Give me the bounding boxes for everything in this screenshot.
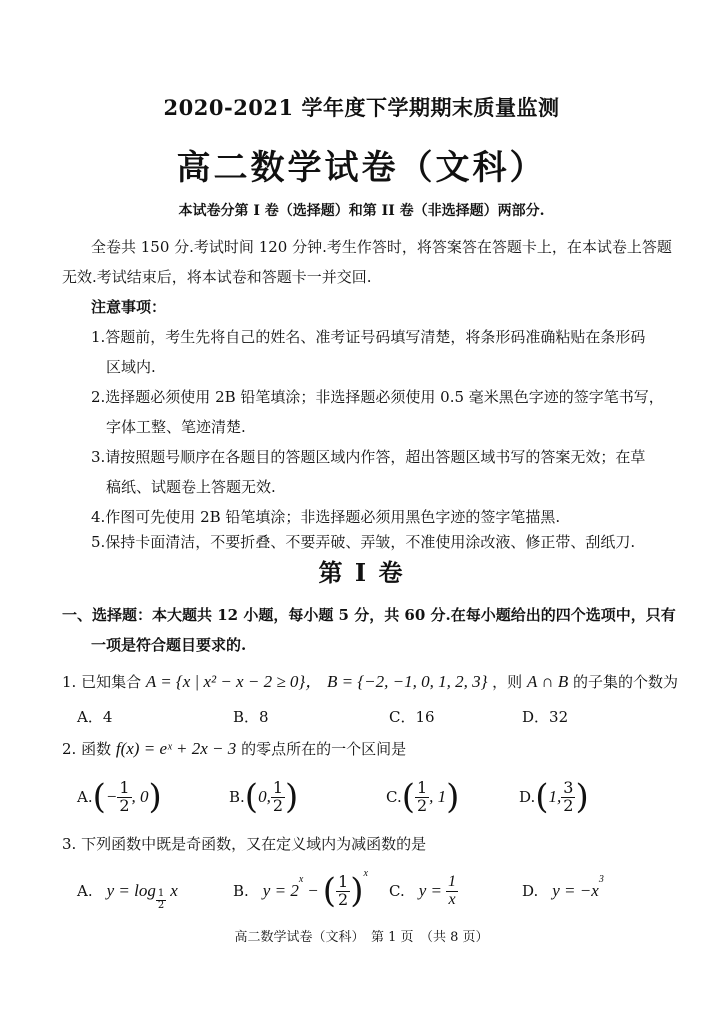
- q1-suffix: 的子集的个数为: [573, 673, 679, 691]
- note-3-line-2: 稿纸、试题卷上答题无效.: [106, 478, 276, 496]
- question-3: 3. 下列函数中既是奇函数，又在定义域内为减函数的是: [62, 835, 427, 853]
- q2-d-den: 2: [563, 795, 574, 815]
- right-paren-icon: ): [285, 777, 299, 817]
- intro-line-1: 全卷共 150 分.考试时间 120 分钟.考生作答时，将答案答在答题卡上，在本试卷上答题: [91, 238, 672, 256]
- q2-b-fraction: [271, 777, 285, 815]
- q2-option-c: [386, 772, 459, 822]
- q1-prefix: 1. 已知集合: [62, 673, 142, 691]
- q3-option-c-label: C.: [389, 882, 405, 900]
- q3-c-den: x: [448, 890, 456, 908]
- q3-option-b-label: B.: [233, 882, 249, 900]
- composition-note: 本试卷分第 I 卷（选择题）和第 II 卷（非选择题）两部分.: [178, 203, 545, 219]
- q3-a-base-den: 2: [157, 899, 165, 911]
- left-paren-icon: (: [401, 777, 415, 817]
- q2-option-c-label: C.: [386, 788, 402, 806]
- q2-c-rest: , 1: [429, 787, 447, 806]
- question-2: [62, 738, 406, 759]
- left-paren-icon: (: [92, 777, 106, 817]
- q3-b-exp: x: [298, 874, 304, 885]
- note-1-line-1: 1.答题前，考生先将自己的姓名、准考证号码填写清楚，将条形码准确粘贴在条形码: [91, 328, 646, 346]
- q3-a-base: [156, 889, 166, 911]
- section-instruction-line-2: 一项是符合题目要求的.: [91, 636, 247, 654]
- q2-a-sign: −: [105, 787, 118, 806]
- right-paren-icon: ): [446, 777, 460, 817]
- q3-b-lhs: y = 2: [262, 881, 299, 900]
- q2-a-den: 2: [119, 795, 130, 815]
- q3-option-c: [389, 866, 458, 916]
- q2-suffix: 的零点所在的一个区间是: [241, 740, 407, 758]
- q1-option-b: B．8: [233, 708, 269, 726]
- q3-b-exp2: x: [363, 868, 368, 879]
- q2-option-b-label: B.: [229, 788, 245, 806]
- q2-b-num: 1: [272, 777, 283, 797]
- q2-a-rest: , 0: [131, 787, 149, 806]
- q1-option-a: A．4: [77, 708, 113, 726]
- right-paren-icon: ): [148, 777, 162, 817]
- q2-b-den: 2: [272, 795, 283, 815]
- q3-c-num: 1: [448, 872, 456, 890]
- q2-a-fraction: [117, 777, 131, 815]
- note-2-line-2: 字体工整、笔迹清楚.: [106, 418, 246, 436]
- q3-option-a-label: A.: [77, 882, 93, 900]
- q2-option-d-label: D.: [519, 788, 536, 806]
- q3-b-minus: −: [307, 881, 319, 900]
- q3-c-fraction: [446, 874, 458, 909]
- note-5: 5.保持卡面清洁，不要折叠、不要弄破、弄皱，不准使用涂改液、修正带、刮纸刀.: [91, 533, 636, 551]
- q3-d-expr: y = −x: [552, 881, 599, 900]
- q2-c-num: 1: [416, 777, 428, 797]
- q2-option-b: [229, 772, 298, 822]
- q1-set-b: B = {−2, −1, 0, 1, 2, 3}: [326, 672, 488, 691]
- q3-option-d-label: D.: [522, 882, 539, 900]
- note-4: 4.作图可先使用 2B 铅笔填涂；非选择题必须用黑色字迹的签字笔描黑.: [91, 508, 561, 526]
- right-paren-icon: ): [575, 777, 589, 817]
- q2-option-a-label: A.: [77, 788, 93, 806]
- q1-option-c: C．16: [389, 708, 435, 726]
- q3-b-fraction: [336, 871, 350, 909]
- q3-b-num: 1: [338, 871, 349, 891]
- q3-option-b: [233, 866, 368, 916]
- q3-a-var: x: [170, 881, 178, 900]
- q2-option-d: [519, 772, 589, 822]
- note-3-line-1: 3.请按照题号顺序在各题目的答题区域内作答，超出答题区域书写的答案无效；在草: [91, 448, 646, 466]
- note-1-line-2: 区域内.: [106, 358, 156, 376]
- q3-a-lhs: y = log: [106, 881, 156, 900]
- q1-option-d: D．32: [522, 708, 569, 726]
- q2-prefix: 2. 函数: [62, 740, 112, 758]
- q3-d-exp: 3: [598, 874, 604, 885]
- q3-option-a: [77, 866, 178, 916]
- q1-middle: ，则: [492, 673, 523, 691]
- right-paren-icon: ): [350, 871, 364, 911]
- q2-d-num: 3: [563, 777, 574, 797]
- notes-heading: 注意事项：: [91, 298, 167, 316]
- q1-set-a: A = {x | x² − x − 2 ≥ 0}，: [145, 672, 323, 691]
- page-footer: 高二数学试卷（文科） 第 1 页 （共 8 页）: [234, 930, 489, 945]
- q2-option-a: [77, 772, 162, 822]
- left-paren-icon: (: [244, 777, 259, 817]
- section-title: 第 I 卷: [318, 558, 405, 587]
- q3-option-d: [522, 866, 604, 916]
- left-paren-icon: (: [322, 871, 337, 911]
- q2-d-lead: 1,: [548, 787, 562, 806]
- left-paren-icon: (: [535, 777, 549, 817]
- q2-c-fraction: [415, 777, 429, 815]
- q2-a-num: 1: [119, 777, 130, 797]
- q2-function: f(x) = eˣ + 2x − 3: [115, 739, 237, 758]
- q1-intersection: A ∩ B: [526, 672, 569, 691]
- q3-b-den: 2: [338, 889, 349, 909]
- note-2-line-1: 2.选择题必须使用 2B 铅笔填涂；非选择题必须使用 0.5 毫米黑色字迹的签字笔书写，: [91, 388, 664, 406]
- q2-b-lead: 0,: [258, 787, 271, 806]
- q3-a-base-num: 1: [157, 888, 165, 899]
- section-instruction-line-1: 一、选择题：本大题共 12 小题，每小题 5 分，共 60 分.在每小题给出的四个选项中，只有: [62, 606, 676, 624]
- exam-period-title: 2020-2021 学年度下学期期末质量监测: [163, 95, 560, 120]
- q2-c-den: 2: [416, 795, 428, 815]
- exam-title: 高二数学试卷（文科）: [176, 148, 547, 188]
- question-1: [62, 667, 678, 692]
- q3-c-lhs: y =: [418, 881, 442, 900]
- intro-line-2: 无效.考试结束后，将本试卷和答题卡一并交回.: [62, 268, 372, 286]
- q2-d-fraction: [561, 777, 575, 815]
